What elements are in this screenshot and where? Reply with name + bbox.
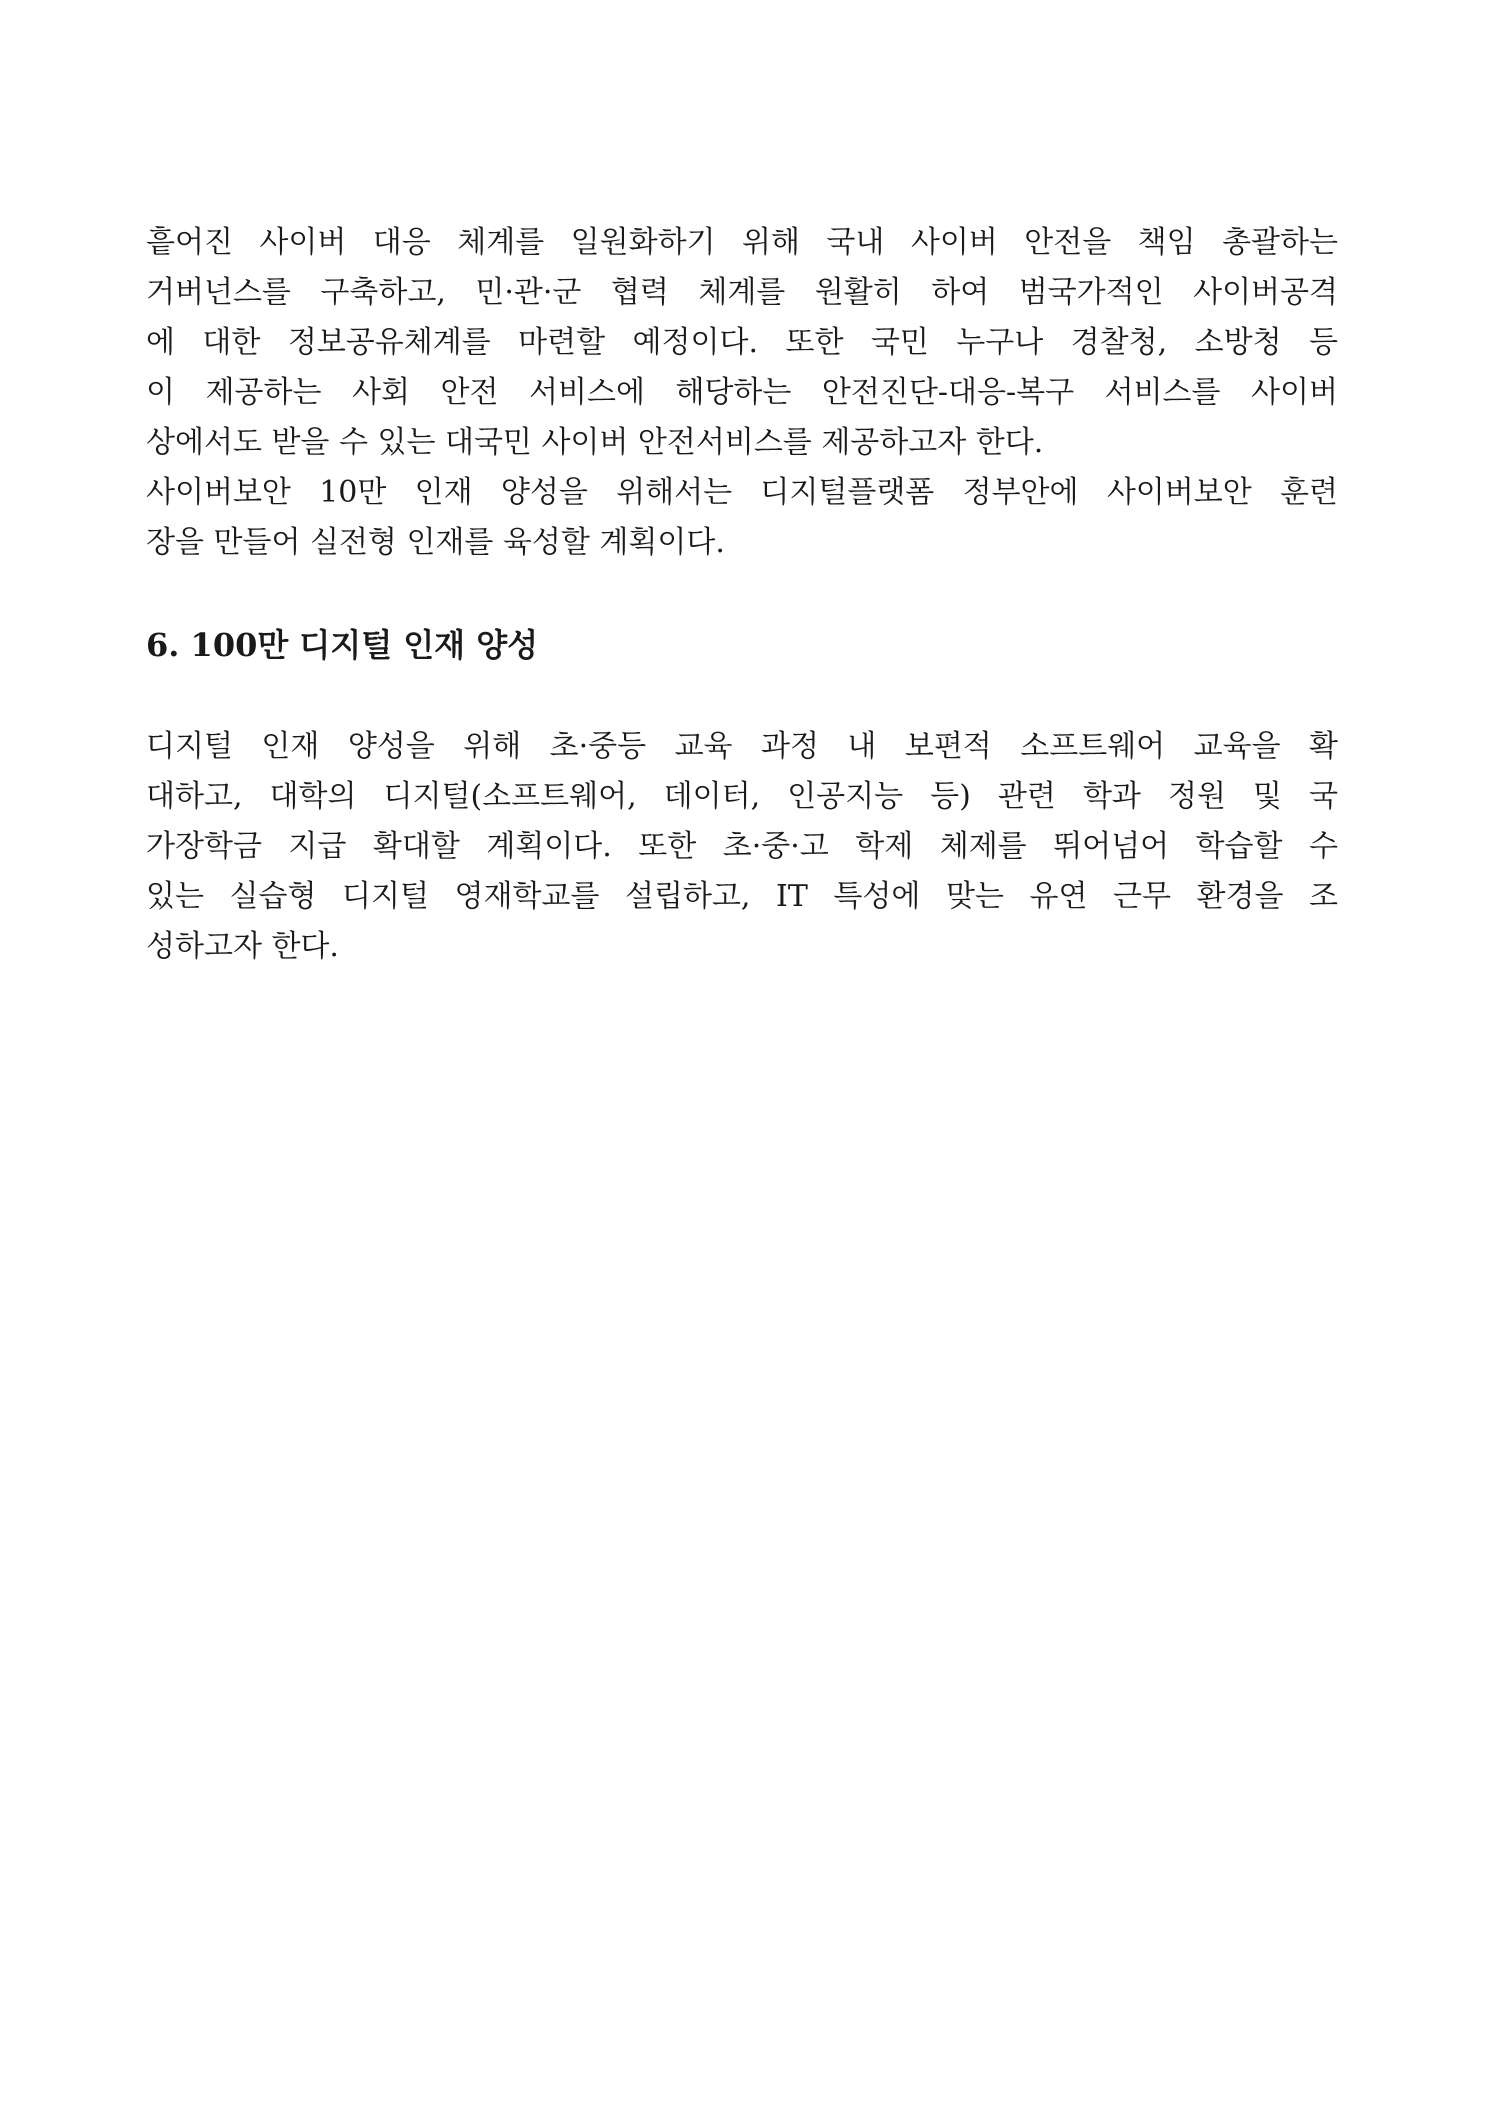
text-line: 가장학금 지급 확대할 계획이다. 또한 초·중·고 학제 체제를 뛰어넘어 학습할 수 <box>146 829 1338 864</box>
section-heading: 6. 100만 디지털 인재 양성 <box>146 626 539 664</box>
text-line: 흩어진 사이버 대응 체계를 일원화하기 위해 국내 사이버 안전을 책임 총괄하는 <box>146 225 1338 260</box>
text-line: 장을 만들어 실전형 인재를 육성할 계획이다. <box>146 525 725 560</box>
paragraph-cyber-governance <box>146 218 1338 468</box>
text-line: 상에서도 받을 수 있는 대국민 사이버 안전서비스를 제공하고자 한다. <box>146 425 1044 460</box>
text-line: 이 제공하는 사회 안전 서비스에 해당하는 안전진단-대응-복구 서비스를 사이버 <box>146 375 1338 410</box>
text-line: 있는 실습형 디지털 영재학교를 설립하고, IT 특성에 맞는 유연 근무 환경을 조 <box>146 879 1338 914</box>
text-line: 디지털 인재 양성을 위해 초·중등 교육 과정 내 보편적 소프트웨어 교육을 확 <box>146 729 1338 764</box>
text-line: 사이버보안 10만 인재 양성을 위해서는 디지털플랫폼 정부안에 사이버보안 훈련 <box>146 475 1338 510</box>
paragraph-digital-talent <box>146 722 1338 972</box>
paragraph-cyber-talent <box>146 468 1338 568</box>
text-line: 대하고, 대학의 디지털(소프트웨어, 데이터, 인공지능 등) 관련 학과 정원 및 국 <box>146 779 1338 814</box>
text-line: 성하고자 한다. <box>146 929 339 964</box>
text-line: 에 대한 정보공유체계를 마련할 예정이다. 또한 국민 누구나 경찰청, 소방청 등 <box>146 325 1338 360</box>
document-body <box>146 218 1338 972</box>
text-line: 거버넌스를 구축하고, 민·관·군 협력 체계를 원활히 하여 범국가적인 사이버공격 <box>146 275 1338 310</box>
